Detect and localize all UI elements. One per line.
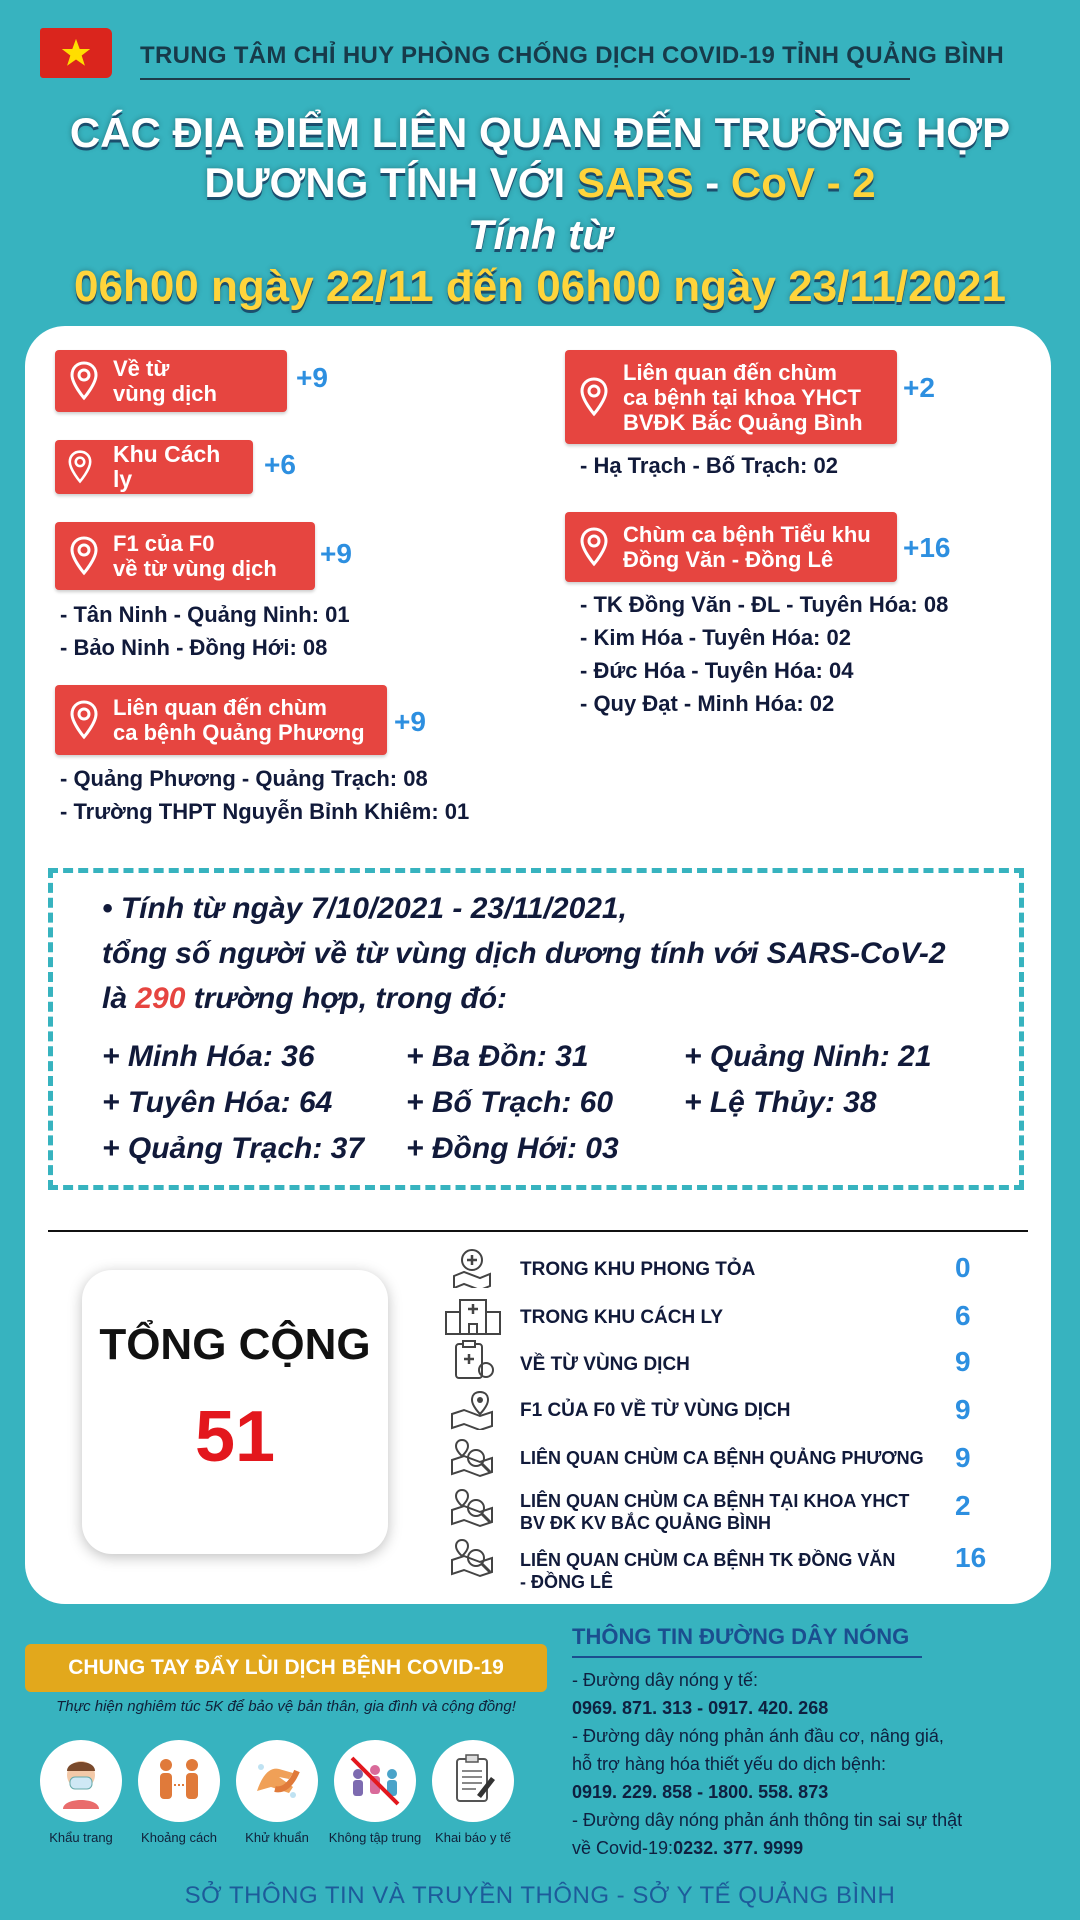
count-khu-cach-ly: +6 xyxy=(264,449,296,480)
hotline-numbers-goods: 0919. 229. 858 - 1800. 558. 873 xyxy=(572,1782,829,1802)
count-chum-quang-phuong: +9 xyxy=(394,706,426,737)
list-item: - Tân Ninh - Quảng Ninh: 01 xyxy=(60,602,350,627)
row-label: VỀ TỪ VÙNG DỊCH xyxy=(520,1354,690,1375)
title-line-3: Tính từ xyxy=(467,211,613,258)
header-divider xyxy=(140,78,910,80)
organization-name: TRUNG TÂM CHỈ HUY PHÒNG CHỐNG DỊCH COVID-19 TỈNH QUẢNG BÌNH xyxy=(140,42,1004,69)
row-value: 16 xyxy=(955,1542,987,1573)
district-count: + Tuyên Hóa: 64 xyxy=(102,1086,333,1119)
row-value: 2 xyxy=(955,1490,971,1521)
hotline-text: - Đường dây nóng y tế: xyxy=(572,1670,758,1690)
clipboard-medical-icon xyxy=(448,1340,496,1382)
campaign-item-label: Khẩu trang xyxy=(49,1830,113,1845)
tag-ve-tu-vung-dich: Về từ vùng dịch xyxy=(55,350,287,412)
district-count: + Ba Đồn: 31 xyxy=(406,1040,589,1073)
location-pin-icon xyxy=(579,527,609,567)
row-label: LIÊN QUAN CHÙM CA BỆNH QUẢNG PHƯƠNG xyxy=(520,1448,924,1468)
map-pin-icon xyxy=(448,1388,496,1430)
hotline-text: - Đường dây nóng phản ánh đầu cơ, nâng giá, xyxy=(572,1726,944,1746)
vietnam-flag-icon xyxy=(40,28,112,78)
tag-f1-cua-f0: F1 của F0 về từ vùng dịch xyxy=(55,522,315,590)
map-search-icon xyxy=(448,1536,496,1578)
district-count: + Minh Hóa: 36 xyxy=(102,1040,315,1073)
campaign-item-label: Khoảng cách xyxy=(141,1830,217,1845)
distance-icon xyxy=(138,1740,220,1822)
district-count: + Đồng Hới: 03 xyxy=(406,1132,619,1165)
list-item: - Quảng Phương - Quảng Trạch: 08 xyxy=(60,766,428,791)
summary-total-number: 290 xyxy=(135,982,186,1015)
hotline-text: về Covid-19:0232. 377. 9999 xyxy=(572,1838,804,1858)
row-label: LIÊN QUAN CHÙM CA BỆNH TẠI KHOA YHCT BV ĐK KV BẮC QUẢNG BÌNH xyxy=(520,1491,910,1533)
mask-icon xyxy=(40,1740,122,1822)
list-item: - TK Đồng Văn - ĐL - Tuyên Hóa: 08 xyxy=(580,592,949,617)
tag-khu-cach-ly: Khu Cách ly xyxy=(55,440,253,494)
tag-chum-khoa-yhct: Liên quan đến chùm ca bệnh tại khoa YHCT BVĐK Bắc Quảng Bình xyxy=(565,350,897,444)
district-count: + Quảng Ninh: 21 xyxy=(684,1040,932,1073)
list-item: - Trường THPT Nguyễn Bỉnh Khiêm: 01 xyxy=(60,799,470,824)
health-declaration-icon xyxy=(432,1740,514,1822)
hotline-divider xyxy=(572,1656,922,1658)
list-item: - Hạ Trạch - Bố Trạch: 02 xyxy=(580,453,838,478)
total-label: TỔNG CỘNG xyxy=(99,1320,371,1369)
location-pin-icon xyxy=(67,450,93,484)
location-pin-icon xyxy=(69,700,99,740)
title-line-2: DƯƠNG TÍNH VỚI SARS - CoV - 2 xyxy=(204,159,876,206)
map-search-icon xyxy=(448,1436,496,1478)
location-pin-icon xyxy=(69,536,99,576)
tag-chum-quang-phuong: Liên quan đến chùm ca bệnh Quảng Phương xyxy=(55,685,387,755)
no-gathering-icon xyxy=(334,1740,416,1822)
hotline-text: - Đường dây nóng phản ánh thông tin sai sự thật xyxy=(572,1810,963,1830)
section-divider xyxy=(48,1230,1028,1232)
total-box xyxy=(82,1270,388,1554)
count-chum-khoa-yhct: +2 xyxy=(903,372,935,403)
campaign-item-label: Khai báo y tế xyxy=(435,1830,511,1845)
hotline-number-misinfo: 0232. 377. 9999 xyxy=(673,1838,804,1858)
hotline-text: hỗ trợ hàng hóa thiết yếu do dịch bệnh: xyxy=(572,1754,887,1774)
district-count: + Lệ Thủy: 38 xyxy=(684,1086,877,1119)
location-pin-icon xyxy=(69,361,99,401)
row-value: 9 xyxy=(955,1394,971,1425)
row-value: 6 xyxy=(955,1300,971,1331)
list-item: - Kim Hóa - Tuyên Hóa: 02 xyxy=(580,625,851,650)
row-label: TRONG KHU CÁCH LY xyxy=(520,1307,724,1328)
row-value: 9 xyxy=(955,1346,971,1377)
summary-line-3: là 290 trường hợp, trong đó: xyxy=(102,982,508,1015)
row-label: F1 CỦA F0 VỀ TỪ VÙNG DỊCH xyxy=(520,1400,791,1421)
row-value: 9 xyxy=(955,1442,971,1473)
total-value: 51 xyxy=(194,1397,276,1477)
hotline-title: THÔNG TIN ĐƯỜNG DÂY NÓNG xyxy=(572,1624,910,1649)
count-f1-cua-f0: +9 xyxy=(320,538,352,569)
row-value: 0 xyxy=(955,1252,971,1283)
hospital-icon xyxy=(444,1294,502,1336)
hand-wash-icon xyxy=(236,1740,318,1822)
map-search-icon xyxy=(448,1486,496,1528)
row-label: TRONG KHU PHONG TỎA xyxy=(520,1259,756,1280)
footer-credit: SỞ THÔNG TIN VÀ TRUYỀN THÔNG - SỞ Y TẾ QUẢNG BÌNH xyxy=(184,1882,896,1909)
list-item: - Quy Đạt - Minh Hóa: 02 xyxy=(580,691,835,716)
tag-chum-dong-van: Chùm ca bệnh Tiểu khu Đồng Văn - Đồng Lê xyxy=(565,512,897,582)
campaign-banner: CHUNG TAY ĐẨY LÙI DỊCH BỆNH COVID-19 xyxy=(25,1644,547,1692)
lockdown-map-icon xyxy=(448,1246,496,1288)
list-item: - Bảo Ninh - Đồng Hới: 08 xyxy=(60,635,328,660)
campaign-item-label: Khử khuẩn xyxy=(245,1830,309,1845)
row-label: LIÊN QUAN CHÙM CA BỆNH TK ĐỒNG VĂN - ĐỒNG LÊ xyxy=(520,1550,896,1592)
summary-line-2: tổng số người về từ vùng dịch dương tính với SARS-CoV-2 xyxy=(102,937,946,970)
campaign-subtitle: Thực hiện nghiêm túc 5K để bảo vệ bản thân, gia đình và cộng đồng! xyxy=(56,1698,516,1715)
date-range: 06h00 ngày 22/11 đến 06h00 ngày 23/11/2021 xyxy=(74,262,1006,311)
campaign-item-label: Không tập trung xyxy=(328,1830,422,1845)
hotline-numbers-medical: 0969. 871. 313 - 0917. 420. 268 xyxy=(572,1698,829,1718)
summary-line-1: • Tính từ ngày 7/10/2021 - 23/11/2021, xyxy=(102,892,627,925)
list-item: - Đức Hóa - Tuyên Hóa: 04 xyxy=(580,658,854,683)
count-ve-tu-vung-dich: +9 xyxy=(296,362,328,393)
district-count: + Bố Trạch: 60 xyxy=(406,1086,614,1119)
count-chum-dong-van: +16 xyxy=(903,532,951,563)
location-pin-icon xyxy=(579,377,609,417)
district-count: + Quảng Trạch: 37 xyxy=(102,1132,365,1165)
title-line-1: CÁC ĐỊA ĐIỂM LIÊN QUAN ĐẾN TRƯỜNG HỢP xyxy=(69,109,1011,156)
